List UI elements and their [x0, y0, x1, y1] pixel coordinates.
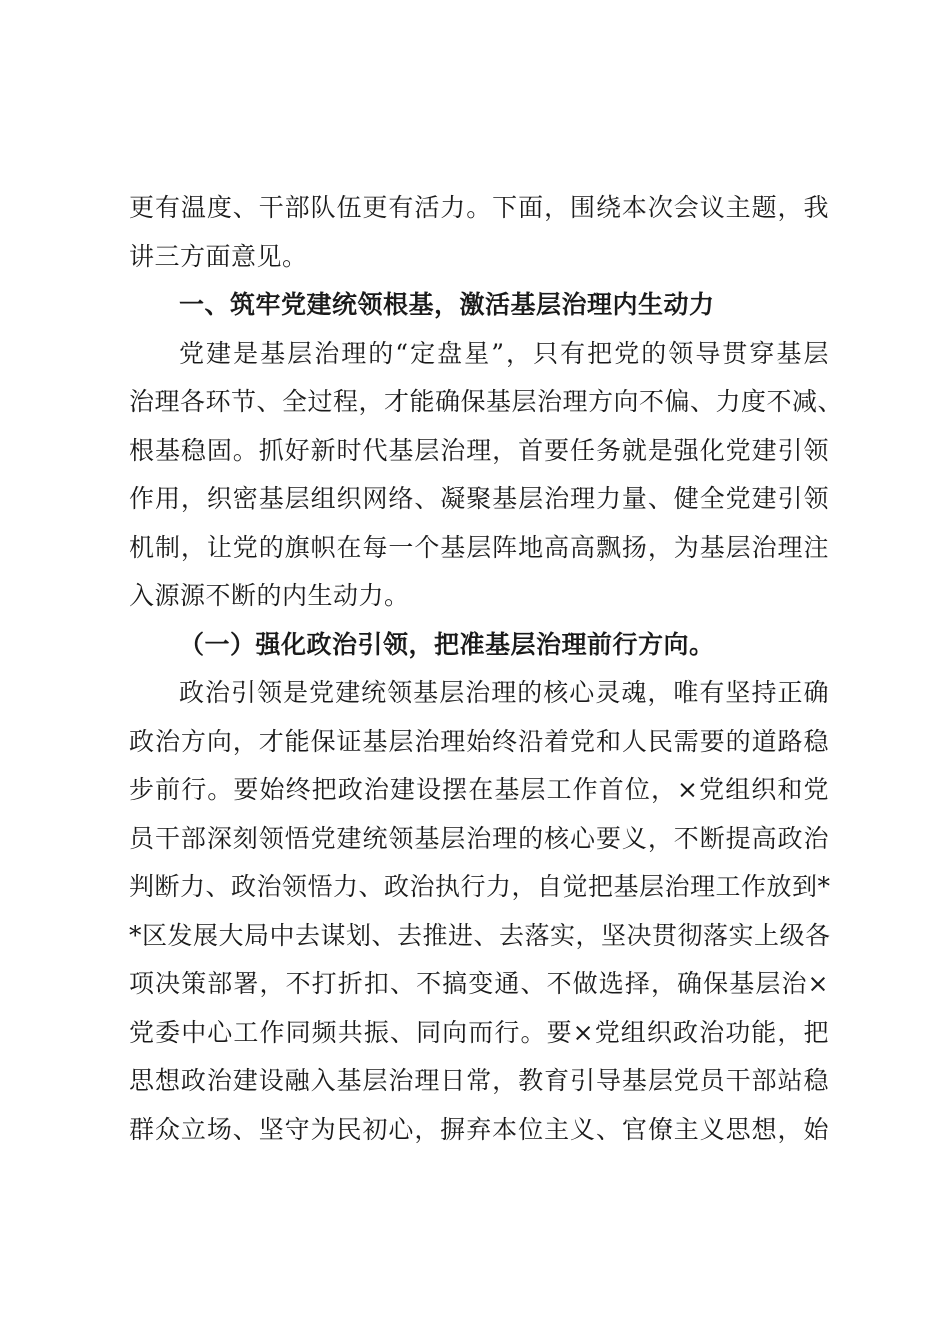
body-line: 党委中心工作同频共振、同向而行。要×党组织政治功能，把	[129, 1017, 829, 1047]
body-line: *区发展大局中去谋划、去推进、去落实，坚决贯彻落实上级各	[129, 920, 831, 950]
body-line: 治理各环节、全过程，才能确保基层治理方向不偏、力度不减、	[129, 387, 844, 416]
section-heading: 一、筑牢党建统领根基，激活基层治理内生动力	[179, 290, 715, 319]
body-line: 根基稳固。抓好新时代基层治理，首要任务就是强化党建引领	[129, 435, 829, 465]
body-line: 员干部深刻领悟党建统领基层治理的核心要义，不断提高政治	[129, 823, 829, 853]
body-line: 党建是基层治理的“定盘星”，只有把党的领导贯穿基层	[179, 338, 829, 368]
body-line: 步前行。要始终把政治建设摆在基层工作首位，×党组织和党	[129, 775, 829, 804]
subsection-heading: （一）强化政治引领，把准基层治理前行方向。	[179, 629, 715, 659]
body-line: 群众立场、坚守为民初心，摒弃本位主义、官僚主义思想，始	[129, 1114, 829, 1144]
body-line: 作用，织密基层组织网络、凝聚基层治理力量、健全党建引领	[129, 484, 829, 513]
body-line: 机制，让党的旗帜在每一个基层阵地高高飘扬，为基层治理注	[129, 532, 829, 562]
body-line: 政治引领是党建统领基层治理的核心灵魂，唯有坚持正确	[179, 678, 829, 707]
body-line: 项决策部署，不打折扣、不搞变通、不做选择，确保基层治×	[129, 969, 829, 998]
body-line: 入源源不断的内生动力。	[129, 581, 410, 610]
body-line: 更有温度、干部队伍更有活力。下面，围绕本次会议主题，我	[129, 193, 829, 222]
body-line: 政治方向，才能保证基层治理始终沿着党和人民需要的道路稳	[129, 726, 829, 756]
body-line: 判断力、政治领悟力、政治执行力，自觉把基层治理工作放到*	[129, 872, 831, 901]
body-line: 思想政治建设融入基层治理日常，教育引导基层党员干部站稳	[129, 1066, 829, 1095]
document-body	[129, 184, 844, 1154]
body-line: 讲三方面意见。	[129, 241, 308, 271]
